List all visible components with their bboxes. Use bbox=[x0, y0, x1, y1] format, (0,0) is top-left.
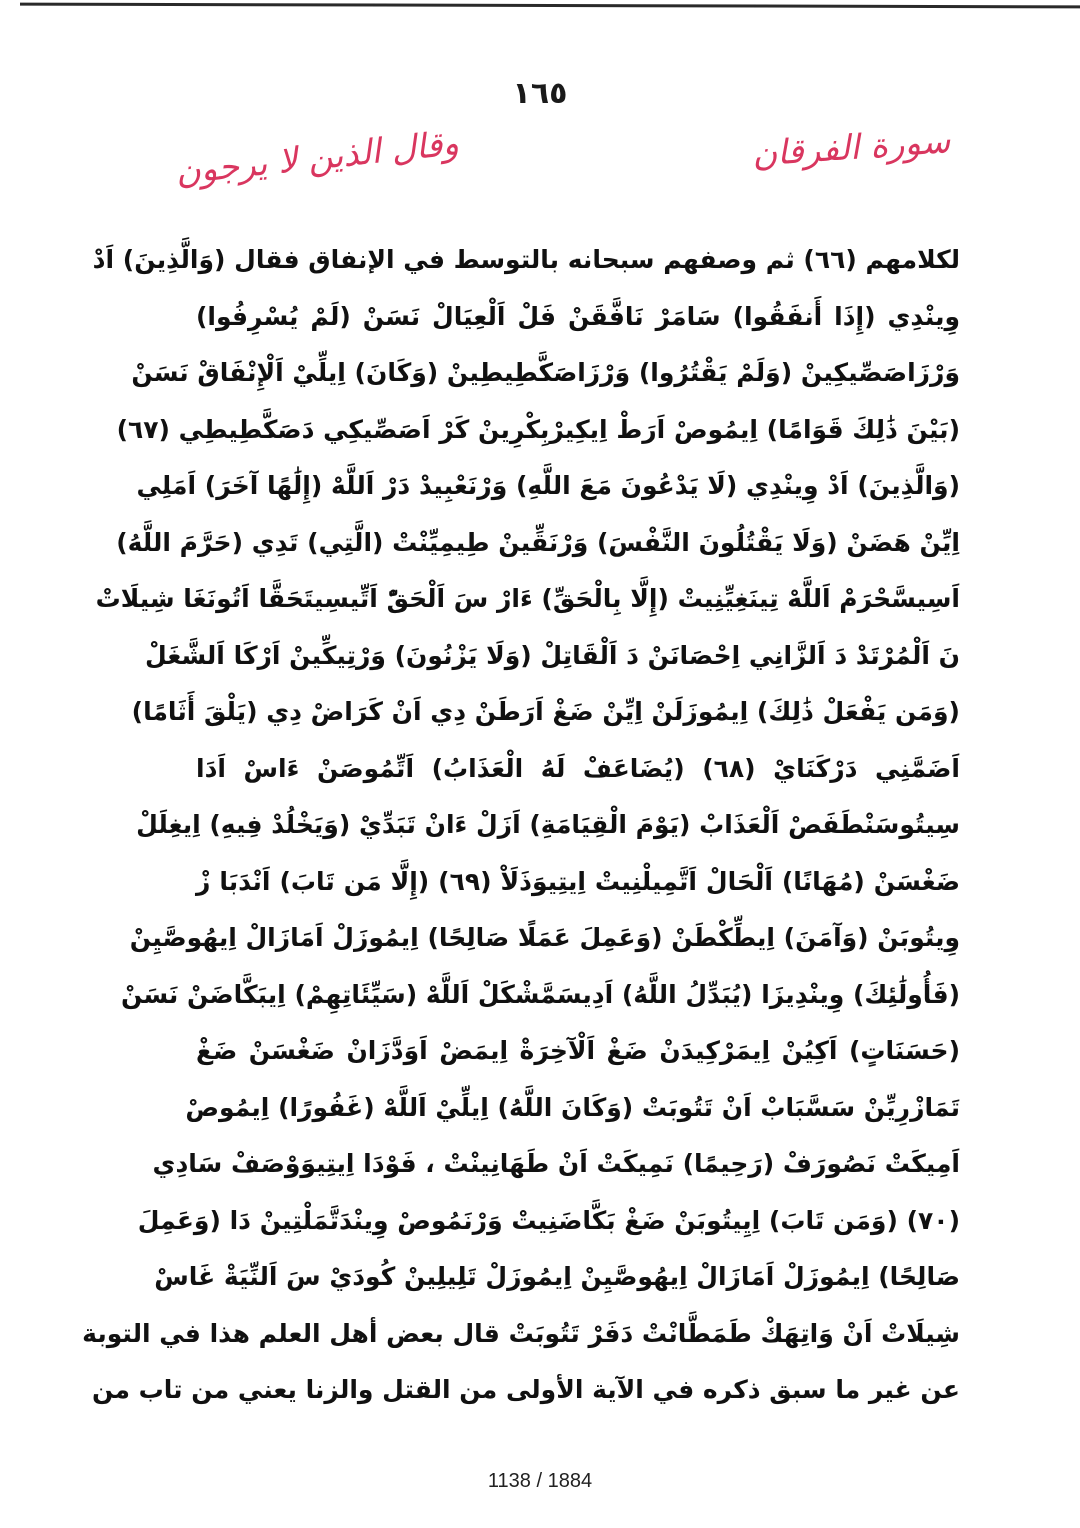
text-line-13: وِيتُوبَنْ (وَآمَنَ) اِيطِّكْطَنْ (وَعَمِلَ عَمَلًا صَالِحًا) اِيمُوزَلْ اَمَازَالْ اِيهُوصَّيِنْ bbox=[129, 923, 960, 952]
scan-edge-line bbox=[20, 3, 1080, 9]
text-line-15: (حَسَنَاتٍ) اَكِيُنْ اِيمَرْكِيدَنْ ضَغْ اَلْآخِرَةْ اِيمَضْ اَوَدَّزَانْ ضَغْسَنْ ضَغْ bbox=[196, 1036, 960, 1065]
text-line-7: اَسِيسَّحْرَمْ اَللَّهْ تِينَغِيِّنِيتْ (إِلَّا بِالْحَقِّ) ءَارْ سَ اَلْحَقّْ اَتِّيسِيتَحَقَّا اَتُونَغَا شِيلَاتْ bbox=[95, 584, 960, 613]
text-line-17: اَمِيكَتْ نَصُورَفْ (رَحِيمًا) نَمِيكَتْ اَنْ طَهَانِينْتْ ، فَوْدَا اِيتِيوَوْصَفْ سَادِي bbox=[152, 1149, 960, 1178]
text-line-16: تَمَازْرِيِّنْ سَسَّبَابْ اَنْ تَتُوبَتْ (وَكَانَ اللَّهُ) اِيلِّيْ اَللَّهْ (غَفُورًا) اِيمُوصْ bbox=[185, 1092, 960, 1122]
text-line-20: شِيلَاتْ اَنْ وَاتِهَكْ طَمَطَّانْتْ دَفَرْ تَتُوبَتْ قال بعض أهل العلم هذا في التوبة bbox=[82, 1318, 960, 1348]
text-line-11: سِيتُوسَنْطَفَصْ اَلْعَذَابْ (يَوْمَ الْقِيَامَةِ) اَزَلْ ءَانْ تَبَدِّيْ (وَيَخْلُدْ فِيهِ) اِيغِلَلْ bbox=[136, 810, 960, 839]
page-number: ١٦٥ bbox=[512, 76, 568, 111]
text-line-18: (٧٠) (وَمَن تَابَ) اِيِيتُوبَنْ ضَغْ بَكَّاضَنِيتْ وَرْنَمُوصْ وِينْدَتَّمَلْتِينْ دَا (وَعَمِلَ bbox=[137, 1205, 960, 1235]
text-line-5: (وَالَّذِينَ) اَدْ وِينْدِي (لَا يَدْعُونَ مَعَ اللَّهِ) وَرْنَعْبِيدْ دَرْ اَللَّهْ (إِلَٰهًا آخَرَ) اَمَلِي bbox=[136, 471, 960, 500]
text-line-21: عن غير ما سبق ذكره في الآية الأولى من القتل والزنا يعني من تاب من bbox=[91, 1375, 960, 1404]
text-line-9: (وَمَن يَفْعَلْ ذَٰلِكَ) اِيمُوزَلَنْ اِيِّنْ ضَغْ اَرَطَنْ دِي اَنْ كَرَاضْ دِي (يَلْقَ أَثَامًا) bbox=[131, 697, 960, 726]
commentary-text-block bbox=[82, 232, 961, 1419]
page-counter: 1138 / 1884 bbox=[487, 1470, 593, 1492]
handwritten-surah-note: سورة الفرقان bbox=[750, 121, 952, 175]
text-line-2: وِينْدِي (إِذَا أَنفَقُوا) سَامَرْ نَافَّقَنْ فَلْ اَلْعِيَالْ نَسَنْ (لَمْ يُسْرِفُوا) bbox=[196, 301, 960, 331]
text-line-3: وَرْزَاصَصِّيكِينْ (وَلَمْ يَقْتُرُوا) وَرْزَاصَكَّطِيطِينْ (وَكَانَ) اِيلِّيْ اَلْإِنْفَاقْ نَسَنْ bbox=[131, 358, 960, 387]
text-line-6: اِيِّنْ هَضَنْ (وَلَا يَقْتُلُونَ النَّفْسَ) وَرْنَقِّينْ طِيمِيِّنْتْ (الَّتِي) تَدِي (حَرَّمَ اللَّهُ) bbox=[116, 527, 960, 557]
text-line-10: اَضَمَّنِي دَرْكَنَايْ (٦٨) (يُضَاعَفْ لَهُ الْعَذَابُ) اَتِّمُوصَنْ ءَاسْ اَدَا bbox=[196, 753, 960, 783]
text-line-4: (بَيْنَ ذَٰلِكَ قَوَامًا) اِيمُوصْ اَرَطْ اِيكِيرْبِكْرِينْ كَرْ اَصَصِّيكِي دَصَكَّطِيطِي (٦٧) bbox=[116, 414, 960, 444]
text-line-8: نَ اَلْمُرْتَدْ دَ اَلزَّانِي اِحْصَانَنْ دَ اَلْقَاتِلْ (وَلَا يَزْنُونَ) وَرْتِيكِّينْ اَرْكَا اَلشَّغَلْ bbox=[145, 640, 960, 670]
text-line-12: ضَغْسَنْ (مُهَانًا) اَلْحَالْ اَتَّمِيلْنِيتْ اِيتِيوَذَلَاْ (٦٩) (إِلَّا مَن تَابَ) اَنْدَبَا زْ bbox=[196, 866, 961, 896]
handwritten-verse-note: وقال الذين لا يرجون bbox=[173, 123, 461, 193]
text-line-1: لكلامهم (٦٦) ثم وصفهم سبحانه بالتوسط في الإنفاق فقال (وَالَّذِينَ) اَدْ bbox=[92, 245, 960, 274]
text-line-19: صَالِحًا) اِيمُوزَلْ اَمَازَالْ اِيهُوصَّيِنْ اِيمُوزَلْ تَلِيلِينْ كُودَيْ سَ اَلنِّيَةْ غَاسْ bbox=[154, 1262, 960, 1291]
text-line-14: (فَأُولَٰئِكَ) وِينْدِيزَا (يُبَدِّلُ اللَّهُ) اَدِيسَمَّشْكَلْ اَللَّهْ (سَيِّئَاتِهِمْ) اِيبَكَّاضَنْ نَسَنْ bbox=[120, 979, 960, 1009]
